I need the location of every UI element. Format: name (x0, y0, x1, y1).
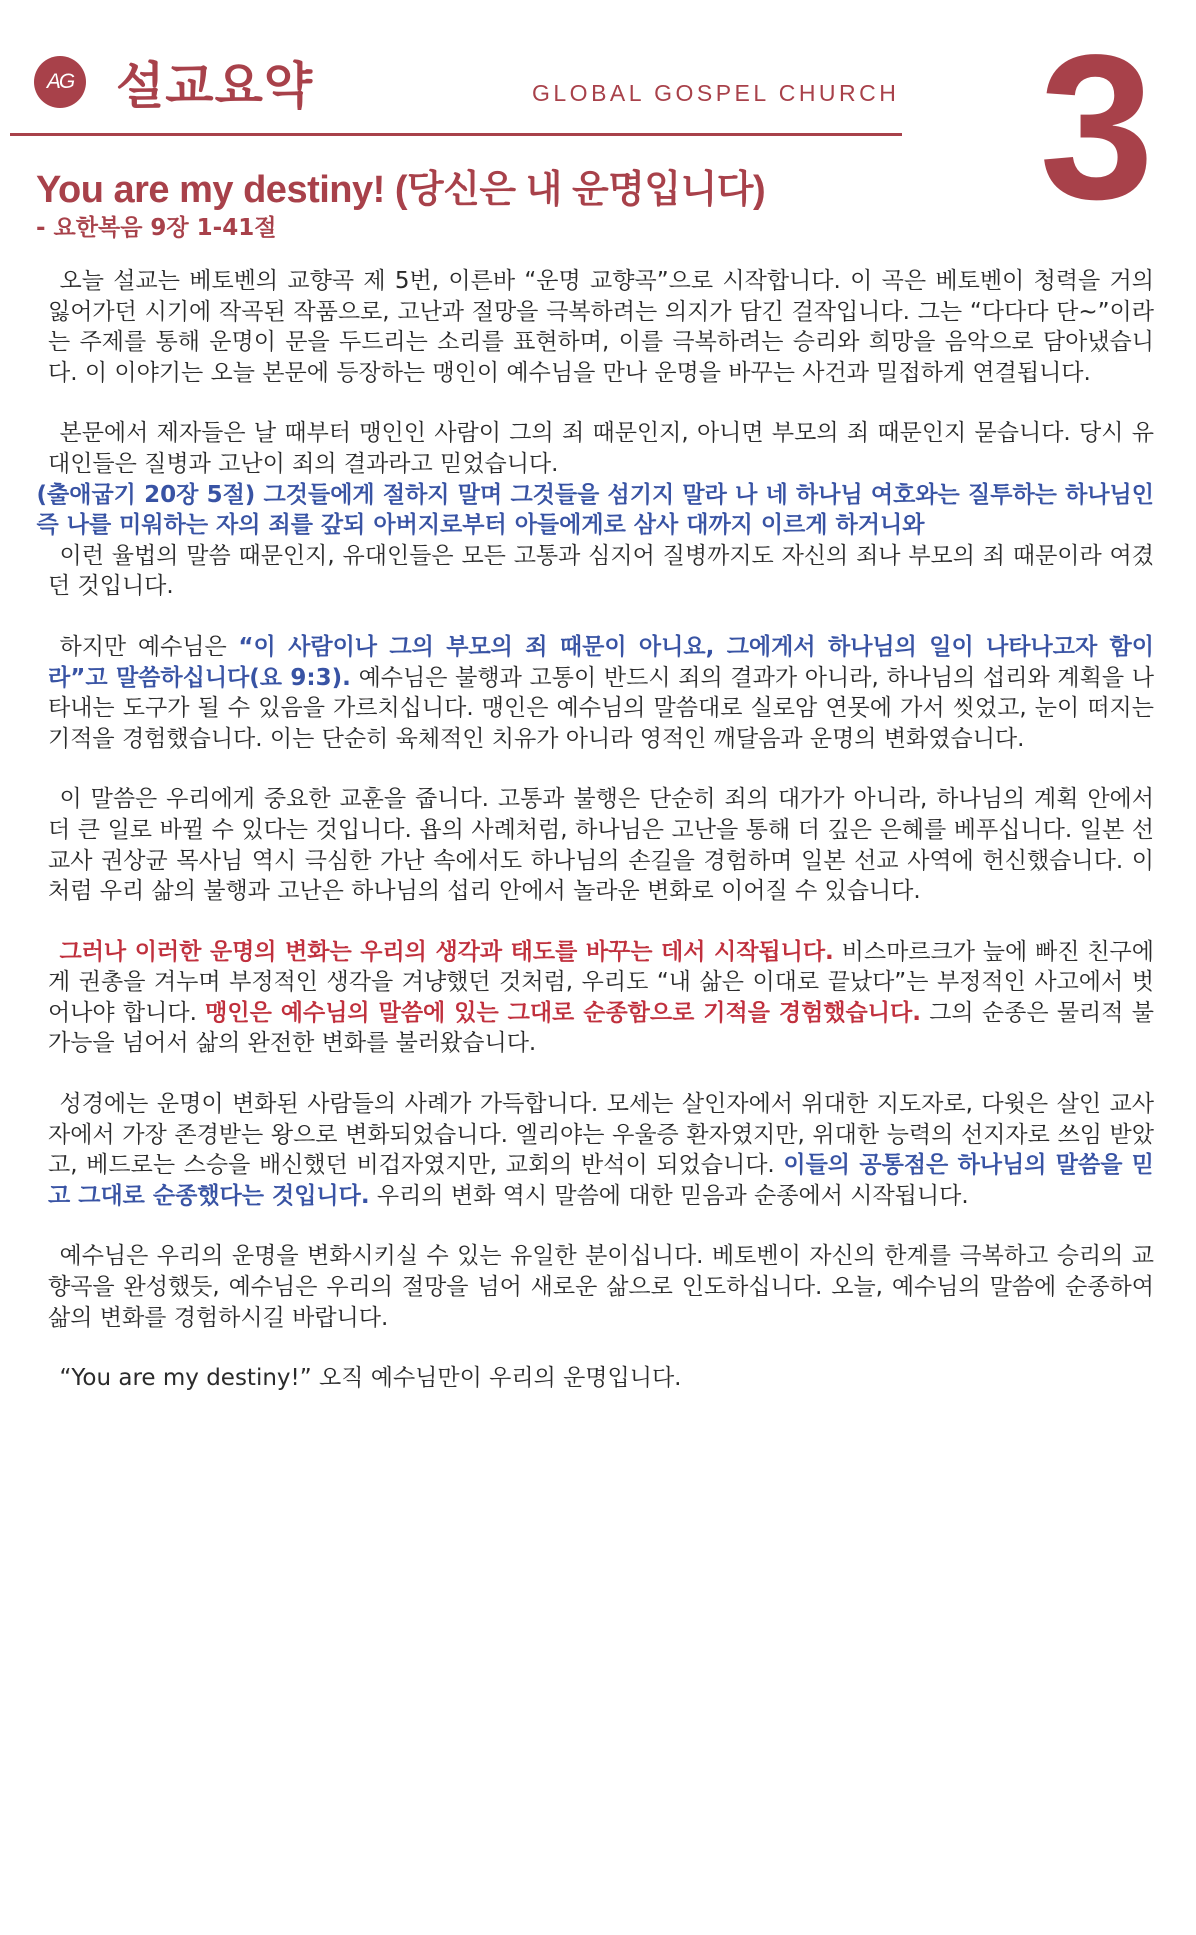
paragraph-3-rest: 예수님은 불행과 고통이 반드시 죄의 결과가 아니라, 하나님의 섭리와 계획을 나타내는 도구가 될 수 있음을 가르치십니다. 맹인은 예수님의 말씀대로 실로암 연못에 가서 씻었고, 눈이 떠지는 기적을 경험했습니다. 이는 단순히 육체적인 치유가 아니라 영적인 깨달음과 운명의 변화였습니다. (48, 664, 1154, 752)
church-logo: AG (34, 56, 86, 108)
paragraph-7: 예수님은 우리의 운명을 변화시키실 수 있는 유일한 분이십니다. 베토벤이 자신의 한계를 극복하고 승리의 교향곡을 완성했듯, 예수님은 우리의 절망을 넘어 새로운 삶으로 인도하십니다. 오늘, 예수님의 말씀에 순종하여 삶의 변화를 경험하시길 바랍니다. (48, 1243, 1154, 1331)
church-name: GLOBAL GOSPEL CHURCH (532, 80, 900, 106)
paragraph-2-after: 이런 율법의 말씀 때문인지, 유대인들은 모든 고통과 심지어 질병까지도 자신의 죄나 부모의 죄 때문이라 여겼던 것입니다. (48, 542, 1154, 600)
paragraph-3-start: 하지만 예수님은 (59, 633, 239, 660)
sermon-body (36, 266, 1154, 1424)
paragraph-6-start: 성경에는 운명이 변화된 사람들의 사례가 가득합니다. 모세는 살인자에서 위대한 지도자로, 다윗은 살인 교사자에서 가장 존경받는 왕으로 변화되었습니다. 엘리야는 우울증 환자였지만, 위대한 능력의 선지자로 쓰임 받았고, 베드로는 스승을 배신했던 비겁자였지만, 교회의 반석이 되었습니다. (48, 1091, 1154, 1179)
issue-number: 3 (1039, 12, 1154, 242)
paragraph-4: 이 말씀은 우리에게 중요한 교훈을 줍니다. 고통과 불행은 단순히 죄의 대가가 아니라, 하나님의 계획 안에서 더 큰 일로 바뀔 수 있다는 것입니다. 욥의 사례처럼, 하나님은 고난을 통해 더 깊은 은혜를 베푸십니다. 일본 선교사 권상균 목사님 역시 극심한 가난 속에서도 하나님의 손길을 경험하며 일본 선교 사역에 헌신했습니다. 이처럼 우리 삶의 불행과 고난은 하나님의 섭리 안에서 놀라운 변화로 이어질 수 있습니다. (48, 786, 1154, 905)
emphasis-change: 그러나 이러한 운명의 변화는 우리의 생각과 태도를 바꾸는 데서 시작됩니다. (59, 938, 834, 965)
paragraph-6-end: 우리의 변화 역시 말씀에 대한 믿음과 순종에서 시작됩니다. (369, 1182, 969, 1209)
paragraph-2 (36, 418, 1154, 602)
emphasis-common-point: 이들의 공통점은 하나님의 말씀을 믿고 그대로 순종했다는 것입니다. (48, 1152, 1154, 1209)
section-title: 설교요약 (116, 57, 314, 115)
john-quote: “이 사람이나 그의 부모의 죄 때문이 아니요, 그에게서 하나님의 일이 나타나고자 함이라”고 말씀하십니다(요 9:3). (48, 633, 1154, 691)
paragraph-5 (48, 937, 1154, 1059)
header-divider (10, 133, 902, 136)
paragraph-3 (48, 632, 1154, 754)
paragraph-6 (48, 1089, 1154, 1211)
sermon-title: You are my destiny! (당신은 내 운명입니다) (36, 169, 766, 211)
scripture-reference: - 요한복음 9장 1-41절 (36, 215, 277, 241)
paragraph-5-end: 그의 순종은 물리적 불가능을 넘어서 삶의 완전한 변화를 불러왔습니다. (48, 999, 1154, 1057)
paragraph-1: 오늘 설교는 베토벤의 교향곡 제 5번, 이른바 “운명 교향곡”으로 시작합니다. 이 곡은 베토벤이 청력을 거의 잃어가던 시기에 작곡된 작품으로, 고난과 절망을 극복하려는 의지가 담긴 걸작입니다. 그는 “다다다 단~”이라는 주제를 통해 운명이 문을 두드리는 소리를 표현하며, 이를 극복하려는 승리와 희망을 음악으로 담아냈습니다. 이 이야기는 오늘 본문에 등장하는 맹인이 예수님을 만나 운명을 바꾸는 사건과 밀접하게 연결됩니다. (48, 268, 1154, 386)
paragraph-5-mid: 비스마르크가 늪에 빠진 친구에게 권총을 겨누며 부정적인 생각을 겨냥했던 것처럼, 우리도 “내 삶은 이대로 끝났다”는 부정적인 사고에서 벗어나야 합니다. (48, 938, 1154, 1026)
closing-line: “You are my destiny!” 오직 예수님만이 우리의 운명입니다. (59, 1365, 682, 1392)
exodus-quote: (출애굽기 20장 5절) 그것들에게 절하지 말며 그것들을 섬기지 말라 나 네 하나님 여호와는 질투하는 하나님인즉 나를 미워하는 자의 죄를 갚되 아버지로부터 아들에게로 삼사 대까지 이르게 하거니와 (36, 481, 1154, 539)
emphasis-obedience: 맹인은 예수님의 말씀에 있는 그대로 순종함으로 기적을 경험했습니다. (205, 999, 921, 1026)
paragraph-2-text: 본문에서 제자들은 날 때부터 맹인인 사람이 그의 죄 때문인지, 아니면 부모의 죄 때문인지 묻습니다. 당시 유대인들은 질병과 고난이 죄의 결과라고 믿었습니다. (48, 420, 1154, 477)
